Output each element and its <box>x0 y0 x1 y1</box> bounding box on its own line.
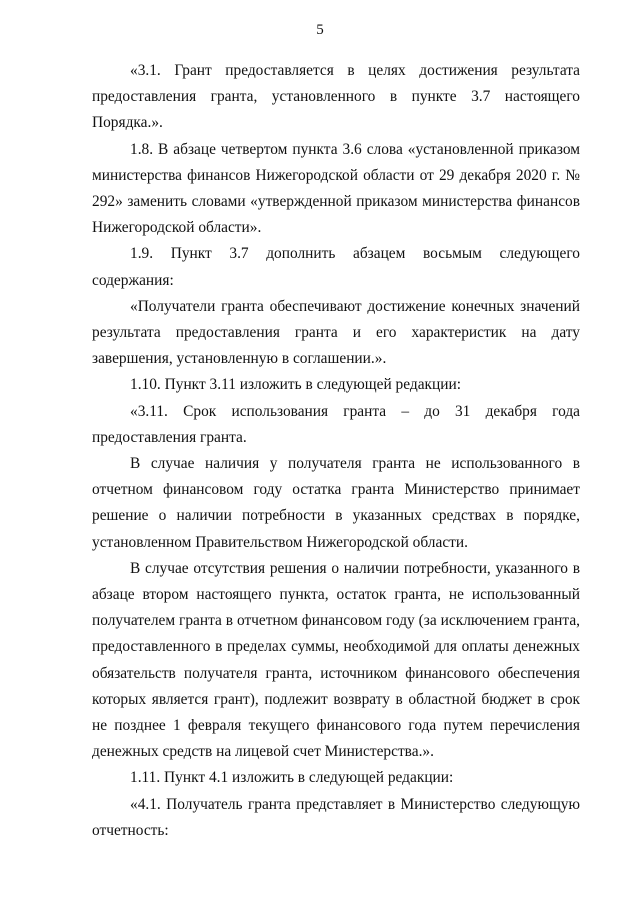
paragraph-clause-4-1: «4.1. Получатель гранта представляет в Министерство следующую отчетность: <box>92 795 580 839</box>
paragraph-item-1-10: 1.10. Пункт 3.11 изложить в следующей редакции: <box>130 376 461 394</box>
paragraph-refund: В случае отсутствия решения о наличии потребности, указанного в абзаце втором настоящего пункта, остаток гранта, не использованный получателем гранта в отчетном финансовом году (за исключением гранта, предоставленного в пределах суммы, необходимой для оплаты денежных обязательств получателя гранта, источником финансового обеспечения которых является грант), подлежит возврату в областной бюджет в срок не позднее 1 февраля текущего финансового года путем перечисления денежных средств на лицевой счет Министерства.». <box>92 559 580 761</box>
paragraph-item-1-11: 1.11. Пункт 4.1 изложить в следующей редакции: <box>130 769 454 787</box>
page-number: 5 <box>316 22 324 38</box>
paragraph-clause-3-1: «3.1. Грант предоставляется в целях достижения результата предоставления гранта, установленного в пункте 3.7 настоящего Порядка.». <box>92 62 580 132</box>
paragraph-item-1-8: 1.8. В абзаце четвертом пункта 3.6 слова «установленной приказом министерства финансов Нижегородской области от 29 декабря 2020 г. № 292» заменить словами «утвержденной приказом министерства финансов Нижегородской области». <box>92 140 580 237</box>
paragraph-clause-3-11: «3.11. Срок использования гранта – до 31 декабря года предоставления гранта. <box>92 402 580 446</box>
paragraph-quoted-recipients: «Получатели гранта обеспечивают достижение конечных значений результата предоставления гранта и его характеристик на дату завершения, установленную в соглашении.». <box>92 297 580 368</box>
paragraph-unused-balance: В случае наличия у получателя гранта не использованного в отчетном финансовом году остатка гранта Министерство принимает решение о наличии потребности в указанных средствах в порядке, установленном Правительством Нижегородской области. <box>92 455 580 551</box>
paragraph-item-1-9: 1.9. Пункт 3.7 дополнить абзацем восьмым следующего содержания: <box>92 245 580 289</box>
document-body <box>92 58 580 844</box>
